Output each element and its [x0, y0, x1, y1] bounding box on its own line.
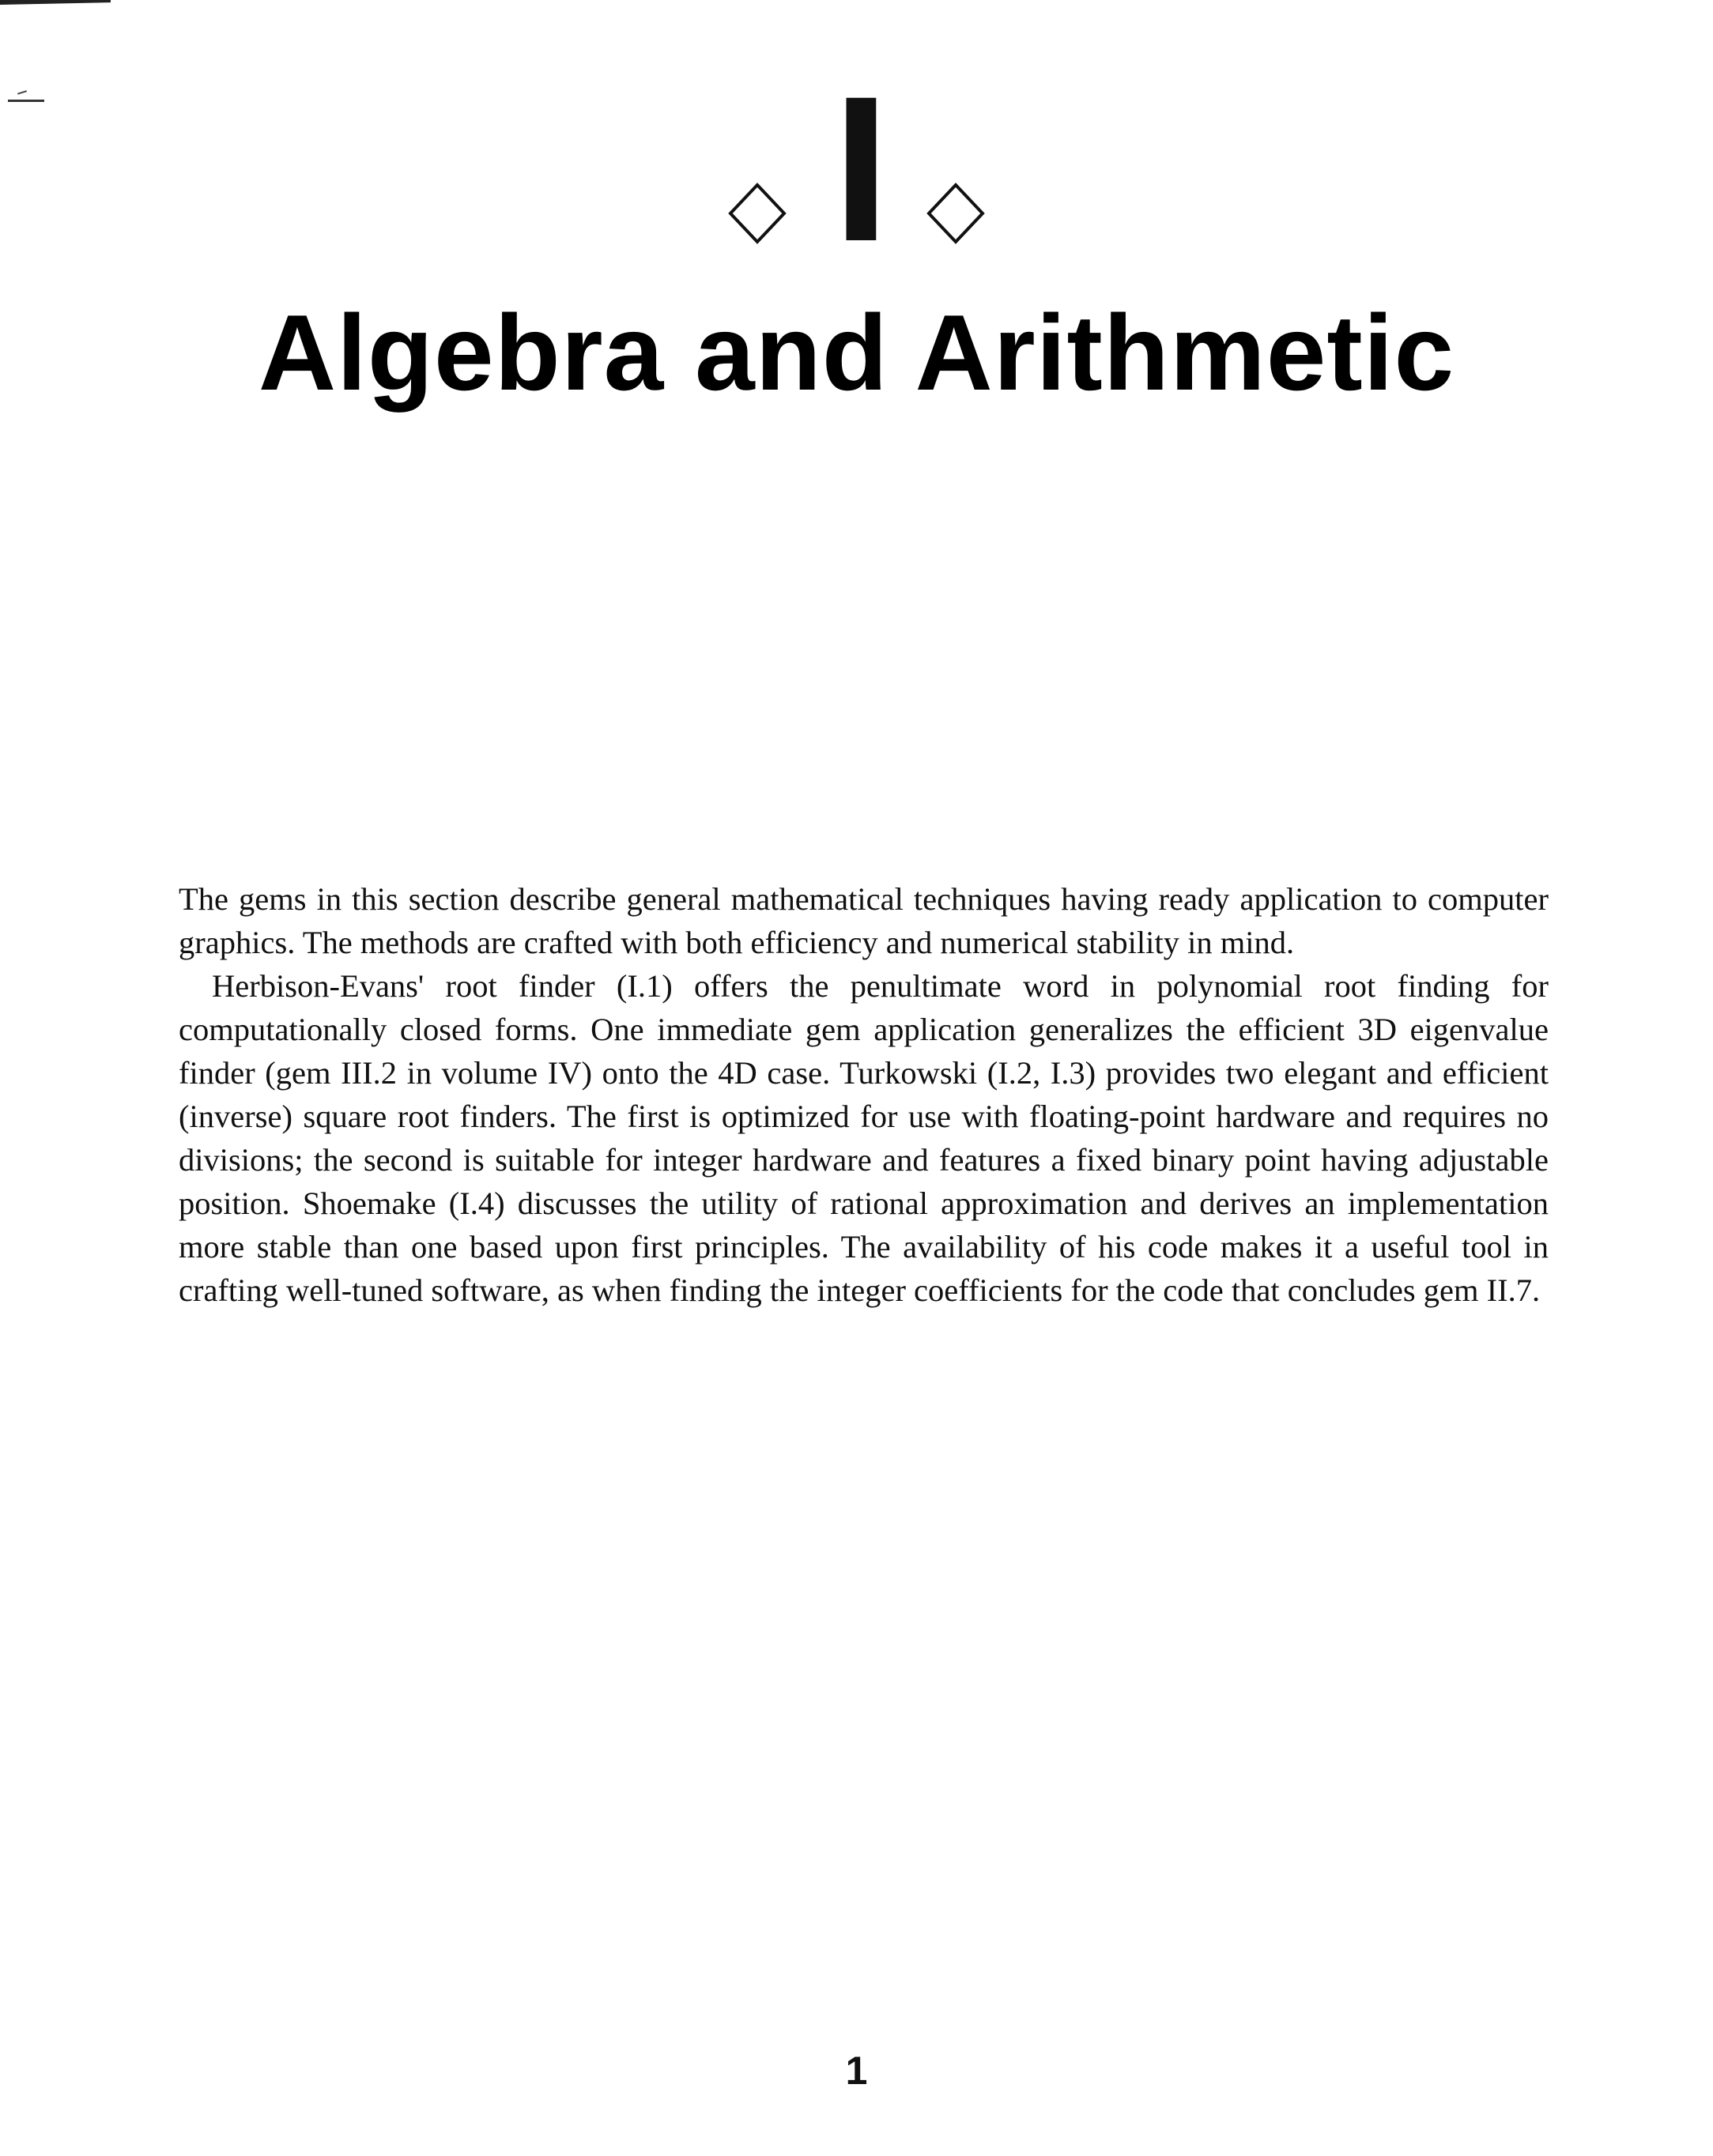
chapter-numeral: I	[832, 53, 890, 285]
chapter-heading	[0, 53, 1713, 285]
scan-edge-mark	[0, 0, 111, 5]
intro-paragraph: Herbison-Evans' root finder (I.1) offers the penultimate word in polynomial root finding for computationally closed forms. One immediate gem application generalizes the efficient 3D eigenvalue finder (gem III.2 in volume IV) onto the 4D case. Turkowski (I.2, I.3) provides two elegant and efficient (inverse) square root finders. The first is optimized for use with floating-point hardware and requires no divisions; the second is suitable for integer hardware and features a fixed binary point having adjustable position. Shoemake (I.4) discusses the utility of rational approximation and derives an implementation more stable than one based upon first principles. The availability of his code makes it a useful tool in crafting well-tuned software, as when finding the integer coefficients for the code that concludes gem II.7.	[179, 968, 1549, 1308]
page-number: 1	[845, 2049, 868, 2093]
intro-paragraph: The gems in this section describe general mathematical techniques having ready application to computer graphics. The methods are crafted with both efficiency and numerical stability in mind.	[179, 881, 1549, 960]
part-title: Algebra and Arithmetic	[258, 292, 1455, 413]
diamond-outline-icon	[726, 182, 789, 245]
diamond-outline-icon	[924, 182, 987, 245]
intro-text	[179, 877, 1549, 1312]
